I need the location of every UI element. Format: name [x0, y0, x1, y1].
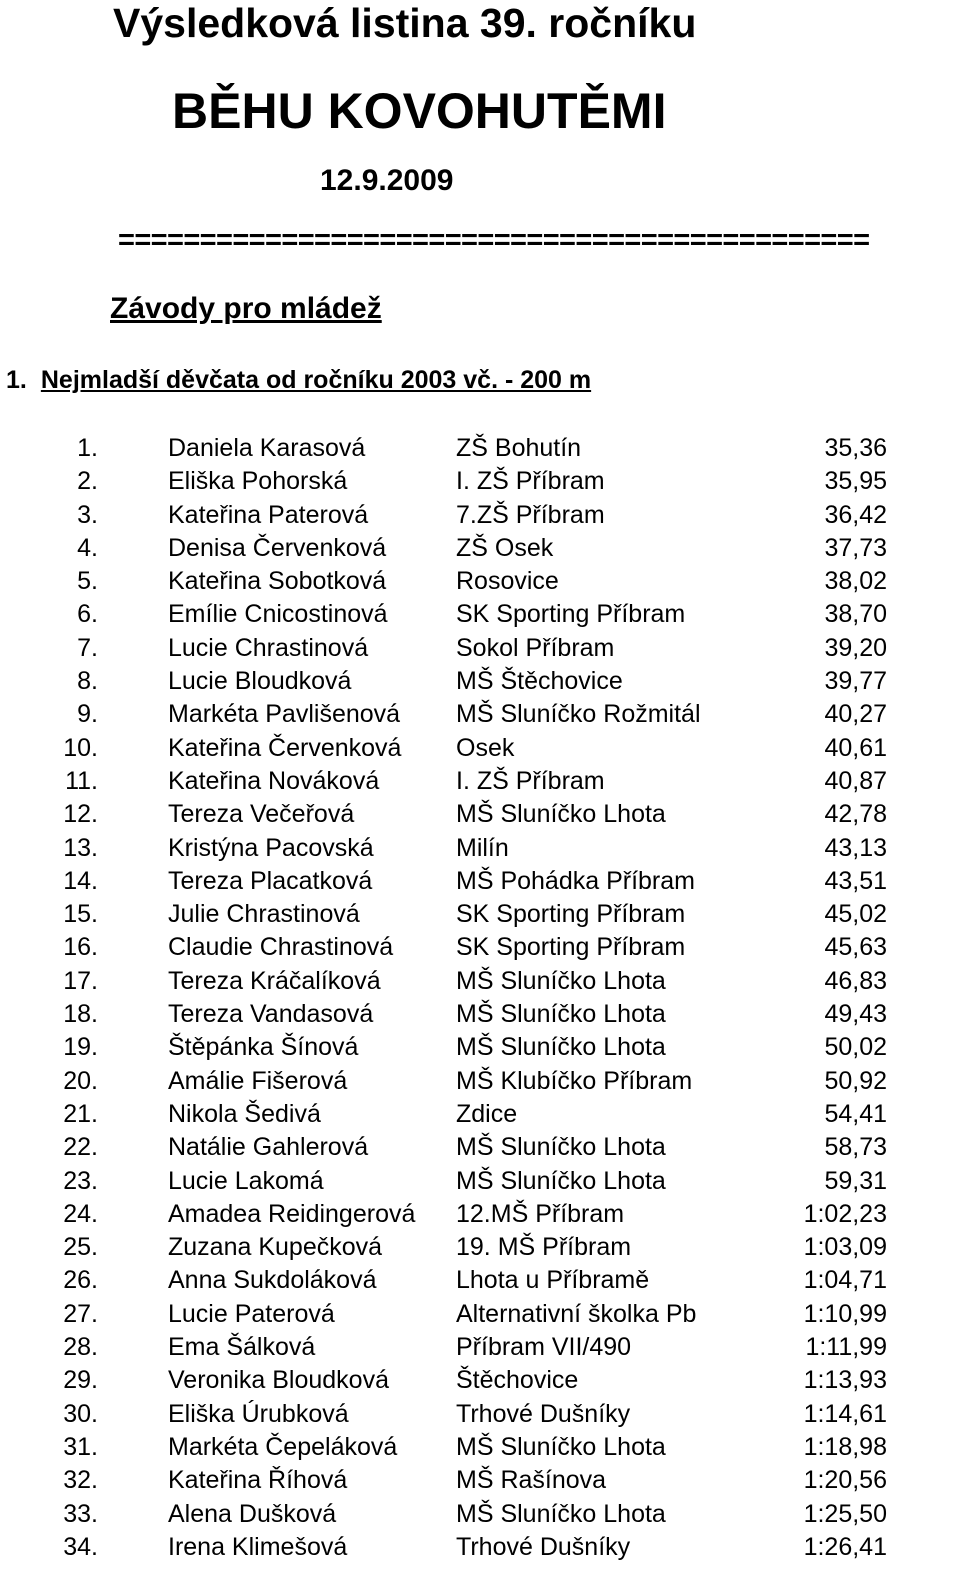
result-rank: 24. — [63, 1199, 98, 1228]
result-rank: 26. — [63, 1266, 98, 1295]
result-time: 1:14,61 — [803, 1399, 887, 1428]
athlete-club: Trhové Dušníky — [456, 1532, 631, 1561]
athlete-club: SK Sporting Příbram — [456, 933, 686, 962]
table-row — [0, 1031, 960, 1064]
result-time: 42,78 — [824, 800, 887, 829]
result-time: 1:18,98 — [803, 1432, 887, 1461]
result-time: 36,42 — [824, 500, 887, 529]
table-row — [0, 565, 960, 598]
result-rank: 22. — [63, 1133, 98, 1162]
athlete-name: Lucie Lakomá — [168, 1166, 324, 1195]
result-time: 43,13 — [824, 833, 887, 862]
athlete-club: MŠ Sluníčko Lhota — [456, 1033, 666, 1062]
athlete-name: Lucie Paterová — [168, 1299, 335, 1328]
result-rank: 12. — [63, 800, 98, 829]
event-name: BĚHU KOVOHUTĚMI — [172, 83, 667, 139]
athlete-club: MŠ Štěchovice — [456, 667, 623, 696]
athlete-name: Natálie Gahlerová — [168, 1133, 369, 1162]
result-rank: 3. — [77, 500, 98, 529]
table-row — [0, 632, 960, 665]
result-rank: 11. — [65, 766, 98, 795]
result-rank: 33. — [63, 1499, 98, 1528]
result-time: 59,31 — [824, 1166, 887, 1195]
athlete-club: Sokol Příbram — [456, 633, 615, 662]
table-row — [0, 1431, 960, 1464]
athlete-name: Daniela Karasová — [168, 434, 366, 462]
athlete-name: Kateřina Sobotková — [168, 567, 387, 596]
athlete-club: Zdice — [456, 1099, 518, 1128]
athlete-club: SK Sporting Příbram — [456, 900, 686, 929]
result-time: 54,41 — [824, 1099, 887, 1128]
result-rank: 29. — [63, 1366, 98, 1395]
result-time: 39,20 — [824, 633, 887, 662]
athlete-name: Kateřina Nováková — [168, 766, 380, 795]
result-rank: 31. — [63, 1432, 98, 1461]
result-time: 39,77 — [824, 667, 887, 696]
result-rank: 15. — [63, 900, 98, 929]
table-row — [0, 1165, 960, 1198]
table-row — [0, 1264, 960, 1297]
athlete-club: MŠ Sluníčko Lhota — [456, 1000, 666, 1029]
result-rank: 27. — [63, 1299, 98, 1328]
result-time: 1:13,93 — [803, 1366, 887, 1395]
result-rank: 28. — [63, 1333, 98, 1362]
table-row — [0, 765, 960, 798]
athlete-club: MŠ Sluníčko Lhota — [456, 1133, 666, 1162]
table-row — [0, 798, 960, 831]
athlete-club: 7.ZŠ Příbram — [456, 500, 605, 529]
table-row — [0, 532, 960, 565]
result-time: 1:26,41 — [803, 1532, 887, 1561]
result-rank: 1. — [77, 434, 98, 462]
result-time: 40,87 — [824, 766, 887, 795]
athlete-club: I. ZŠ Příbram — [456, 467, 605, 496]
athlete-club: MŠ Sluníčko Lhota — [456, 1432, 666, 1461]
table-row — [0, 1364, 960, 1397]
result-time: 37,73 — [824, 533, 887, 562]
result-time: 1:03,09 — [803, 1233, 887, 1262]
athlete-club: Alternativní školka Pb — [456, 1299, 697, 1328]
result-rank: 5. — [77, 567, 98, 596]
result-rank: 6. — [77, 600, 98, 629]
athlete-name: Tereza Kráčalíková — [168, 966, 381, 995]
athlete-club: 19. MŠ Příbram — [456, 1233, 632, 1262]
athlete-name: Lucie Bloudková — [168, 667, 352, 696]
athlete-name: Claudie Chrastinová — [168, 933, 394, 962]
athlete-name: Amadea Reidingerová — [168, 1199, 416, 1228]
athlete-name: Emílie Cnicostinová — [168, 600, 388, 629]
result-rank: 4. — [77, 533, 98, 562]
table-row — [0, 898, 960, 931]
result-rank: 14. — [63, 866, 98, 895]
result-rank: 18. — [63, 1000, 98, 1029]
table-row — [0, 1231, 960, 1264]
result-rank: 2. — [77, 467, 98, 496]
athlete-club: ZŠ Bohutín — [456, 434, 582, 462]
athlete-name: Kateřina Říhová — [168, 1466, 348, 1495]
athlete-name: Markéta Pavlišenová — [168, 700, 401, 729]
athlete-name: Lucie Chrastinová — [168, 633, 369, 662]
athlete-club: MŠ Sluníčko Lhota — [456, 800, 666, 829]
result-time: 40,27 — [824, 700, 887, 729]
table-row — [0, 1464, 960, 1497]
category-title: Nejmladší děvčata od ročníku 2003 vč. - 200 m — [40, 366, 592, 394]
event-date: 12.9.2009 — [320, 164, 454, 197]
result-time: 38,02 — [824, 567, 887, 596]
result-time: 1:20,56 — [803, 1466, 887, 1495]
athlete-name: Eliška Pohorská — [168, 467, 348, 496]
athlete-name: Zuzana Kupečková — [168, 1233, 383, 1262]
athlete-club: Trhové Dušníky — [456, 1399, 631, 1428]
athlete-name: Kateřina Paterová — [168, 500, 369, 529]
result-rank: 25. — [63, 1233, 98, 1262]
athlete-club: I. ZŠ Příbram — [456, 766, 605, 795]
athlete-club: Rosovice — [456, 567, 559, 596]
result-rank: 10. — [63, 733, 98, 762]
result-rank: 8. — [77, 667, 98, 696]
table-row — [0, 499, 960, 532]
athlete-name: Tereza Placatková — [168, 866, 373, 895]
athlete-name: Alena Dušková — [168, 1499, 337, 1528]
athlete-club: MŠ Sluníčko Lhota — [456, 966, 666, 995]
athlete-name: Tereza Večeřová — [168, 800, 355, 829]
athlete-name: Tereza Vandasová — [168, 1000, 374, 1029]
category-heading — [6, 366, 591, 395]
result-time: 1:11,99 — [805, 1333, 887, 1362]
result-time: 1:04,71 — [803, 1266, 887, 1295]
athlete-club: Příbram VII/490 — [456, 1333, 632, 1362]
section-title: Závody pro mládež — [110, 292, 382, 325]
athlete-name: Eliška Úrubková — [168, 1399, 349, 1428]
athlete-name: Štěpánka Šínová — [168, 1033, 359, 1062]
athlete-club: MŠ Sluníčko Lhota — [456, 1499, 666, 1528]
table-row — [0, 598, 960, 631]
result-time: 40,61 — [824, 733, 887, 762]
result-time: 43,51 — [824, 866, 887, 895]
result-rank: 23. — [63, 1166, 98, 1195]
result-rank: 21. — [63, 1099, 98, 1128]
result-rank: 9. — [77, 700, 98, 729]
table-row — [0, 1331, 960, 1364]
result-time: 1:25,50 — [803, 1499, 887, 1528]
result-rank: 7. — [77, 633, 98, 662]
results-table — [0, 432, 960, 1564]
document-title: Výsledková listina 39. ročníku — [113, 0, 697, 46]
table-row — [0, 1298, 960, 1331]
table-row — [0, 1131, 960, 1164]
result-time: 46,83 — [824, 966, 887, 995]
athlete-club: ZŠ Osek — [456, 533, 554, 562]
athlete-club: MŠ Rašínova — [456, 1466, 607, 1495]
athlete-name: Amálie Fišerová — [168, 1066, 348, 1095]
table-row — [0, 1498, 960, 1531]
result-time: 35,36 — [824, 434, 887, 462]
category-number: 1. — [6, 366, 27, 394]
athlete-name: Denisa Červenková — [168, 533, 387, 562]
athlete-club: SK Sporting Příbram — [456, 600, 686, 629]
athlete-name: Markéta Čepeláková — [168, 1432, 398, 1461]
result-time: 50,02 — [824, 1033, 887, 1062]
result-time: 45,63 — [824, 933, 887, 962]
result-rank: 30. — [63, 1399, 98, 1428]
table-row — [0, 1198, 960, 1231]
athlete-name: Veronika Bloudková — [168, 1366, 389, 1395]
result-rank: 34. — [63, 1532, 98, 1561]
athlete-name: Nikola Šedivá — [168, 1099, 321, 1128]
athlete-club: MŠ Pohádka Příbram — [456, 866, 695, 895]
table-row — [0, 965, 960, 998]
result-time: 45,02 — [824, 900, 887, 929]
table-row — [0, 998, 960, 1031]
result-time: 35,95 — [824, 467, 887, 496]
result-rank: 20. — [63, 1066, 98, 1095]
athlete-name: Ema Šálková — [168, 1333, 316, 1362]
table-row — [0, 1098, 960, 1131]
table-row — [0, 1398, 960, 1431]
athlete-name: Anna Sukdoláková — [168, 1266, 377, 1295]
result-time: 1:02,23 — [803, 1199, 887, 1228]
table-row — [0, 931, 960, 964]
athlete-name: Kristýna Pacovská — [168, 833, 374, 862]
result-rank: 13. — [63, 833, 98, 862]
separator-line: ============================================== — [118, 224, 870, 256]
athlete-name: Julie Chrastinová — [168, 900, 360, 929]
table-row — [0, 1531, 960, 1564]
result-rank: 32. — [63, 1466, 98, 1495]
result-time: 38,70 — [824, 600, 887, 629]
athlete-club: 12.MŠ Příbram — [456, 1199, 625, 1228]
result-time: 58,73 — [824, 1133, 887, 1162]
table-row — [0, 732, 960, 765]
result-rank: 16. — [63, 933, 98, 962]
result-time: 50,92 — [824, 1066, 887, 1095]
table-row — [0, 832, 960, 865]
result-rank: 19. — [63, 1033, 98, 1062]
athlete-name: Kateřina Červenková — [168, 733, 402, 762]
result-rank: 17. — [63, 966, 98, 995]
athlete-club: MŠ Sluníčko Lhota — [456, 1166, 666, 1195]
athlete-club: Osek — [456, 733, 515, 762]
table-row — [0, 865, 960, 898]
athlete-club: Milín — [456, 833, 509, 862]
result-time: 49,43 — [824, 1000, 887, 1029]
table-row — [0, 698, 960, 731]
table-row — [0, 1065, 960, 1098]
result-time: 1:10,99 — [803, 1299, 887, 1328]
athlete-club: MŠ Klubíčko Příbram — [456, 1066, 693, 1095]
athlete-club: Lhota u Příbramě — [456, 1266, 650, 1295]
athlete-club: MŠ Sluníčko Rožmitál — [456, 700, 701, 729]
athlete-name: Irena Klimešová — [168, 1532, 348, 1561]
table-row — [0, 465, 960, 498]
athlete-club: Štěchovice — [456, 1366, 579, 1395]
table-row — [0, 665, 960, 698]
table-row — [0, 432, 960, 465]
